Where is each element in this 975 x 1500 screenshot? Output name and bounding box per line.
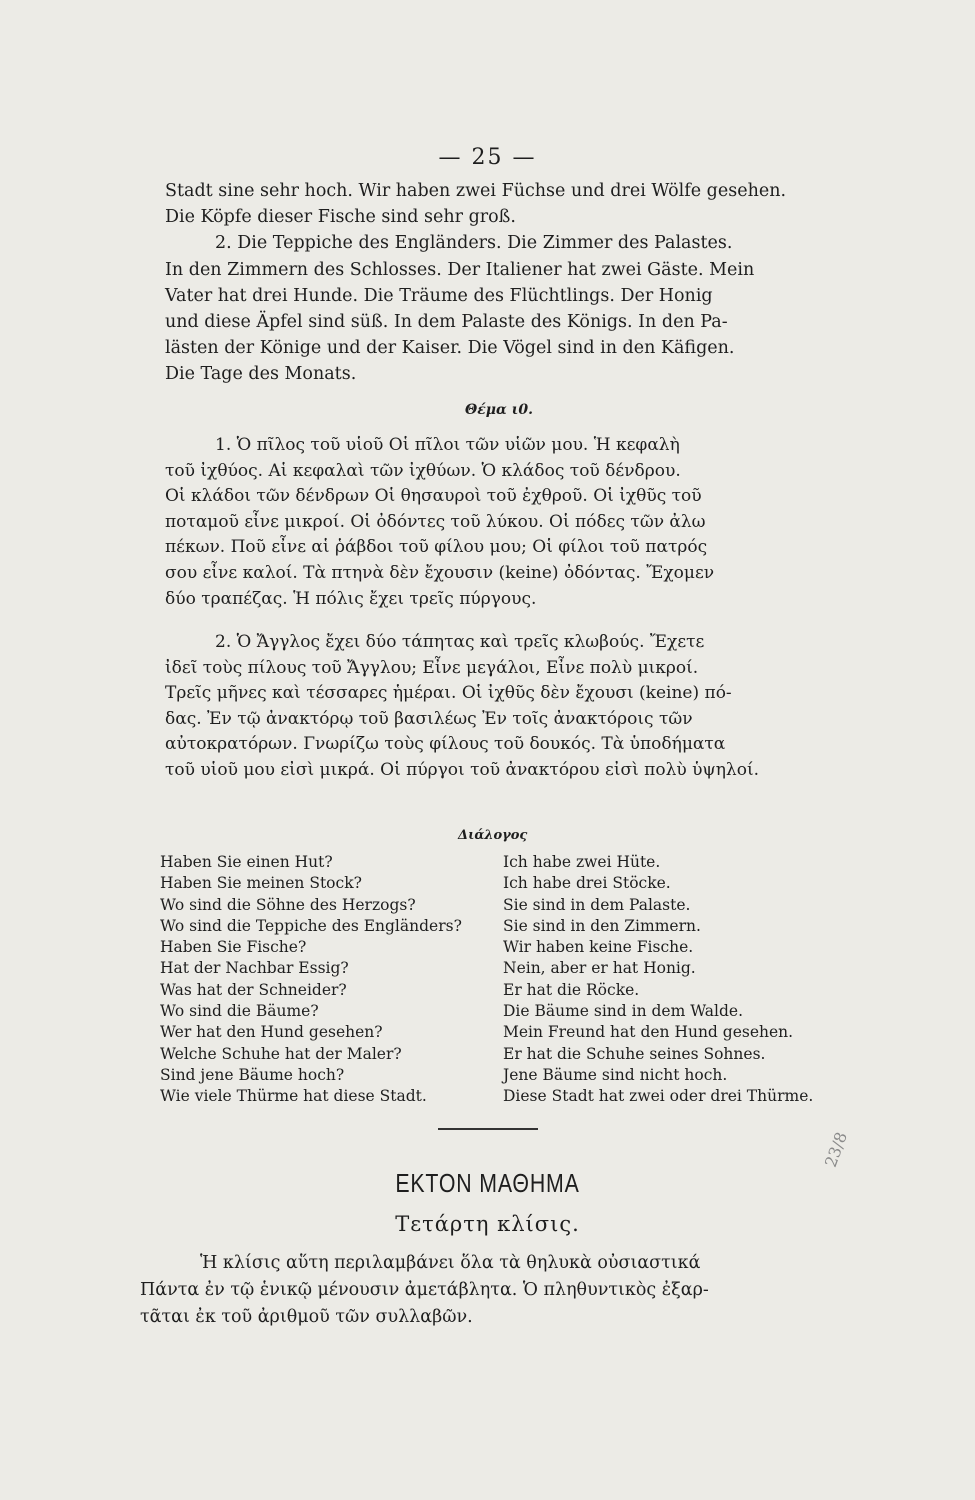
text-line: σου εἶνε καλοί. Τὰ πτηνὰ δὲν ἔχουσιν (keine) ὀδόντας. Ἔχομεν — [165, 562, 715, 583]
dialog-answer: Die Bäume sind in dem Walde. — [503, 1002, 744, 1021]
dialog-question: Hat der Nachbar Essig? — [160, 959, 349, 978]
german-exercise-text — [165, 178, 845, 388]
dialog-answer: Sie sind in den Zimmern. — [503, 916, 701, 935]
text-line: Ἡ κλίσις αὕτη περιλαμβάνει ὅλα τὰ θηλυκὰ οὐσιαστικά — [200, 1253, 701, 1273]
dialog-answers — [503, 852, 813, 1108]
text-line: πέκων. Ποῦ εἶνε αἱ ῥάβδοι τοῦ φίλου μου; Οἱ φίλοι τοῦ πατρός — [165, 537, 708, 558]
dialog-answer: Ich habe zwei Hüte. — [503, 853, 661, 871]
text-line: ἰδεῖ τοὺς πίλους τοῦ Ἄγγλου; Εἶνε μεγάλοι, Εἶνε πολὺ μικροί. — [165, 657, 699, 678]
text-line: 1. Ὁ πῖλος τοῦ υἱοῦ Οἱ πῖλοι τῶν υἱῶν μου. Ἡ κεφαλὴ — [215, 435, 680, 455]
dialog-answer: Ich habe drei Stöcke. — [503, 874, 671, 893]
text-line: τοῦ ἰχθύος. Αἱ κεφαλαὶ τῶν ἰχθύων. Ὁ κλάδος τοῦ δένδρου. — [165, 460, 681, 481]
dialog-question: Haben Sie einen Hut? — [160, 853, 333, 871]
text-line: δας. Ἐν τῷ ἀνακτόρῳ τοῦ βασιλέως Ἐν τοῖς ἀνακτόροις τῶν — [165, 708, 693, 729]
lesson-intro — [140, 1250, 830, 1331]
page-number: — 25 — — [438, 145, 537, 170]
text-line: lästen der Könige und der Kaiser. Die Vögel sind in den Käfigen. — [165, 338, 735, 359]
text-line: τᾶται ἐκ τοῦ ἀριθμοῦ τῶν συλλαβῶν. — [140, 1307, 473, 1327]
dialog-question: Welche Schuhe hat der Maler? — [160, 1044, 402, 1063]
dialog-answer: Nein, aber er hat Honig. — [503, 959, 696, 978]
dialog-answer: Wir haben keine Fische. — [503, 938, 694, 957]
text-line: τοῦ υἱοῦ μου εἰσὶ μικρά. Οἱ πύργοι τοῦ ἀνακτόρου εἰσὶ πολὺ ὑψηλοί. — [165, 759, 760, 780]
text-line: Τρεῖς μῆνες καὶ τέσσαρες ἡμέραι. Οἱ ἰχθῦς δὲν ἔχουσι (keine) πό- — [165, 683, 732, 704]
dialog-answer: Jene Bäume sind nicht hoch. — [503, 1065, 728, 1084]
greek-exercise-2 — [165, 630, 845, 784]
dialog-question: Wer hat den Hund gesehen? — [160, 1023, 383, 1042]
dialog-question: Wie viele Thürme hat diese Stadt. — [160, 1087, 427, 1106]
dialog-question: Wo sind die Söhne des Herzogs? — [160, 895, 416, 914]
text-line: und diese Äpfel sind süß. In dem Palaste des Königs. In den Pa- — [165, 312, 728, 333]
dialog-answer: Er hat die Schuhe seines Sohnes. — [503, 1044, 766, 1063]
dialog-question: Haben Sie Fische? — [160, 938, 307, 957]
thema-heading: Θέμα ι0. — [465, 402, 533, 418]
lesson-title: ΕΚΤΟΝ ΜΑΘΗΜΑ — [395, 1168, 580, 1198]
text-line: αὐτοκρατόρων. Γνωρίζω τοὺς φίλους τοῦ δουκός. Τὰ ὑποδήματα — [165, 734, 726, 755]
dialog-question: Was hat der Schneider? — [160, 980, 347, 999]
text-line: 2. Die Teppiche des Engländers. Die Zimmer des Palastes. — [215, 233, 733, 254]
text-line: Πάντα ἐν τῷ ἑνικῷ μένουσιν ἀμετάβλητα. Ὁ πληθυντικὸς ἐξαρ- — [140, 1280, 709, 1300]
dialog-heading: Διάλογος — [458, 828, 528, 843]
text-line: Stadt sine sehr hoch. Wir haben zwei Füchse und drei Wölfe gesehen. — [165, 181, 787, 201]
text-line: Vater hat drei Hunde. Die Träume des Flüchtlings. Der Honig — [165, 285, 713, 306]
text-line: 2. Ὁ Ἄγγλος ἔχει δύο τάπητας καὶ τρεῖς κλωβούς. Ἔχετε — [215, 632, 705, 652]
lesson-subtitle: Τετάρτη κλίσις. — [395, 1212, 580, 1236]
margin-note: 23/8 — [820, 1129, 852, 1170]
text-line: In den Zimmern des Schlosses. Der Italiener hat zwei Gäste. Mein — [165, 259, 755, 280]
text-line: Οἱ κλάδοι τῶν δένδρων Οἱ θησαυροὶ τοῦ ἐχθροῦ. Οἱ ἰχθῦς τοῦ — [165, 486, 702, 507]
section-divider — [438, 1128, 538, 1130]
text-line: Die Tage des Monats. — [165, 364, 357, 385]
dialog-questions — [160, 852, 462, 1108]
text-line: Die Köpfe dieser Fische sind sehr groß. — [165, 207, 516, 228]
text-line: δύο τραπέζας. Ἡ πόλις ἔχει τρεῖς πύργους. — [165, 588, 537, 609]
dialog-answer: Diese Stadt hat zwei oder drei Thürme. — [503, 1087, 814, 1106]
dialog-answer: Sie sind in dem Palaste. — [503, 895, 691, 914]
dialog-question: Wo sind die Bäume? — [160, 1002, 319, 1021]
greek-exercise-1 — [165, 433, 845, 612]
text-line: ποταμοῦ εἶνε μικροί. Οἱ ὀδόντες τοῦ λύκου. Οἱ πόδες τῶν ἀλω — [165, 511, 706, 532]
dialog-answer: Mein Freund hat den Hund gesehen. — [503, 1023, 794, 1042]
dialog-question: Sind jene Bäume hoch? — [160, 1065, 345, 1084]
dialog-question: Haben Sie meinen Stock? — [160, 874, 362, 893]
dialog-answer: Er hat die Röcke. — [503, 980, 640, 999]
dialog-question: Wo sind die Teppiche des Engländers? — [160, 916, 462, 935]
